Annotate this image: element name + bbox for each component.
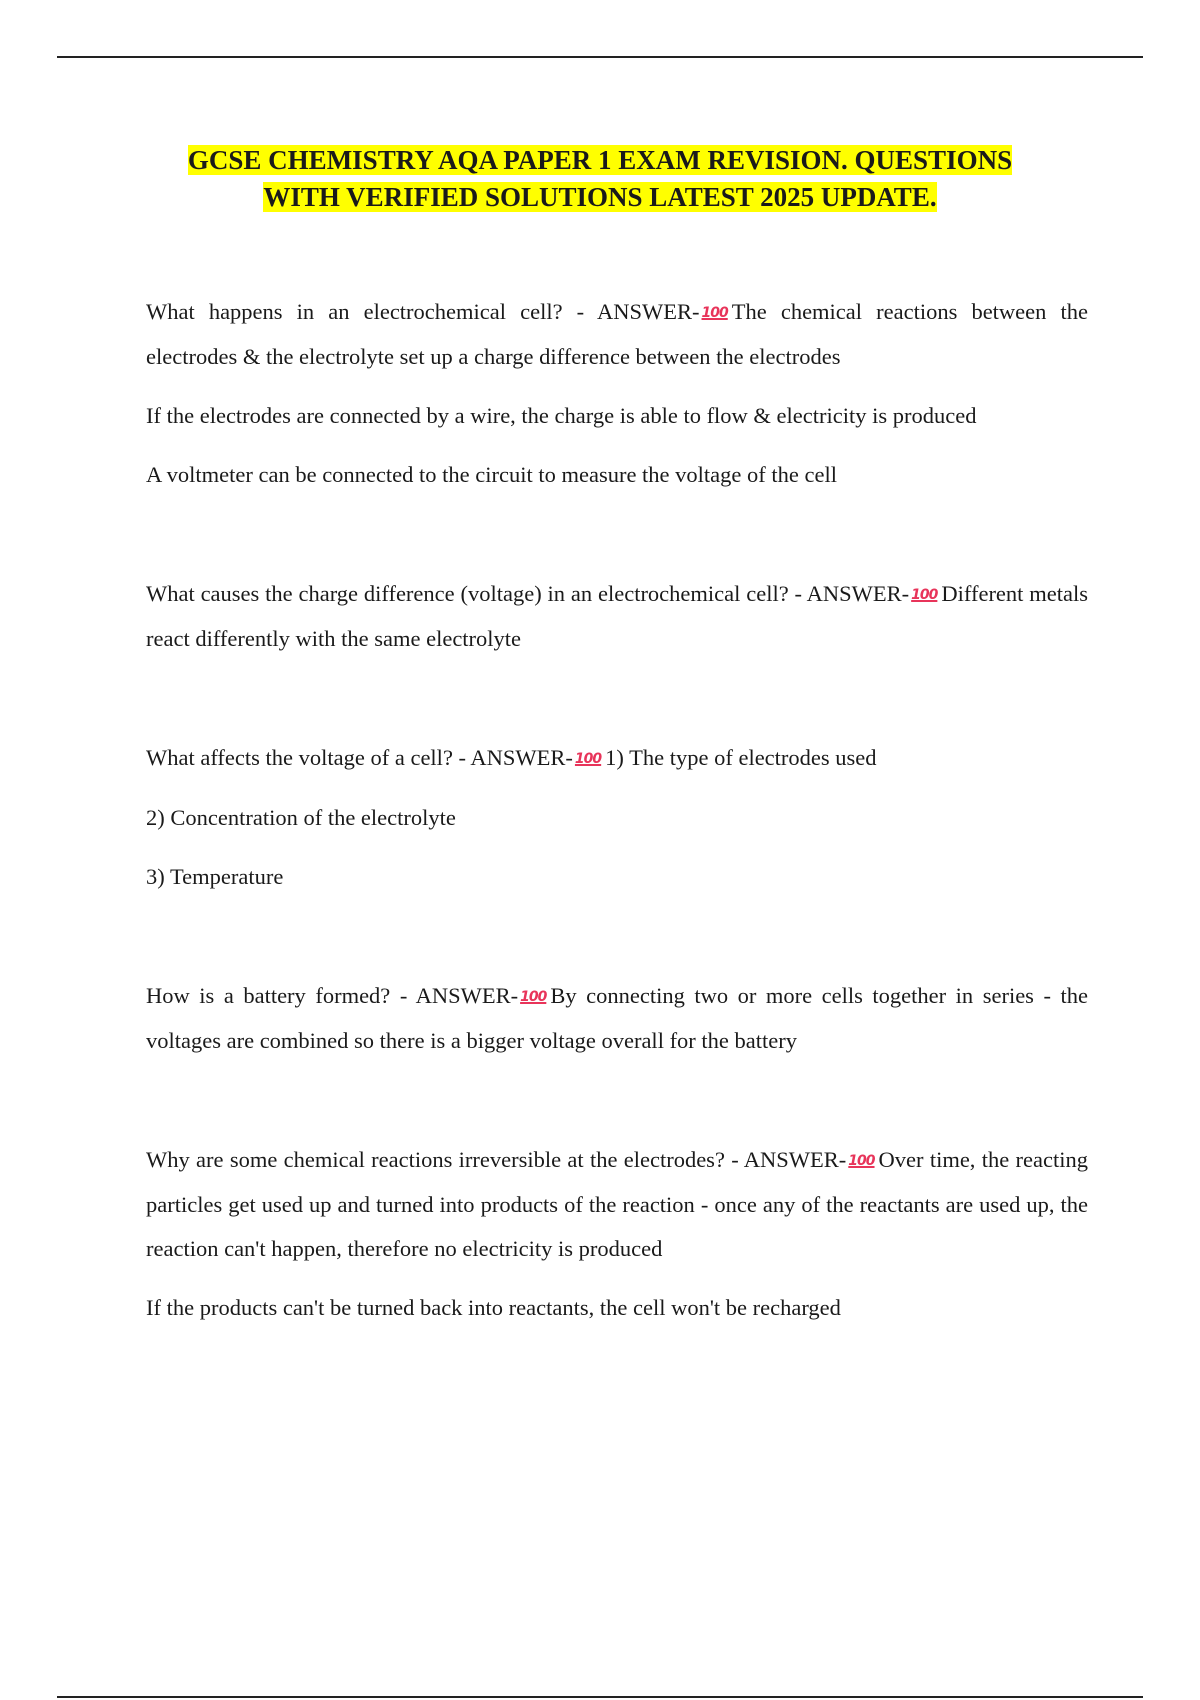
qa-question-answer [146,572,1088,661]
qa-question-answer [146,1138,1088,1271]
document-title [0,142,1200,216]
answer-text: 1) The type of electrodes used [605,745,877,770]
qa-item-4 [146,974,1088,1063]
qa-question-answer [146,290,1088,379]
answer-extra-line: If the electrodes are connected by a wire, the charge is able to flow & electricity is produced [146,403,977,428]
top-rule [57,56,1143,58]
bottom-rule [57,1696,1143,1698]
qa-item-1 [146,290,1088,497]
answer-text: Different metals react differently with the same electrolyte [146,581,1089,651]
100-emoji-icon: 100 [701,305,728,321]
answer-extra-line: If the products can't be turned back into reactants, the cell won't be recharged [146,1295,841,1320]
answer-extra-line: 3) Temperature [146,864,284,889]
qa-question-answer [146,736,1088,781]
qa-item-5 [146,1138,1088,1330]
question-text: Why are some chemical reactions irreversible at the electrodes? - ANSWER- [146,1147,847,1172]
qa-content [146,290,1088,1330]
title-line-2: WITH VERIFIED SOLUTIONS LATEST 2025 UPDATE. [263,182,937,212]
question-text: What causes the charge difference (voltage) in an electrochemical cell? - ANSWER- [146,581,910,606]
answer-extra-line: A voltmeter can be connected to the circuit to measure the voltage of the cell [146,462,837,487]
qa-item-3 [146,736,1088,899]
100-emoji-icon: 100 [848,1153,875,1169]
qa-question-answer [146,974,1088,1063]
100-emoji-icon: 100 [911,587,938,603]
100-emoji-icon: 100 [520,989,547,1005]
qa-item-2 [146,572,1088,661]
question-text: What happens in an electrochemical cell? - ANSWER- [146,299,700,324]
question-text: How is a battery formed? - ANSWER- [146,983,519,1008]
answer-text: By connecting two or more cells together in series - the voltages are combined so there is a bigger voltage overall for the battery [146,983,1088,1053]
100-emoji-icon: 100 [574,751,602,767]
question-text: What affects the voltage of a cell? - ANSWER- [146,745,573,770]
answer-text: The chemical reactions between the electrodes & the electrolyte set up a charge difference between the electrodes [146,299,1088,369]
answer-extra-line: 2) Concentration of the electrolyte [146,805,456,830]
title-line-1: GCSE CHEMISTRY AQA PAPER 1 EXAM REVISION. QUESTIONS [187,145,1013,175]
answer-text: Over time, the reacting particles get used up and turned into products of the reaction - once any of the reactants are used up, the reaction can't happen, therefore no electricity is produced [146,1147,1088,1261]
